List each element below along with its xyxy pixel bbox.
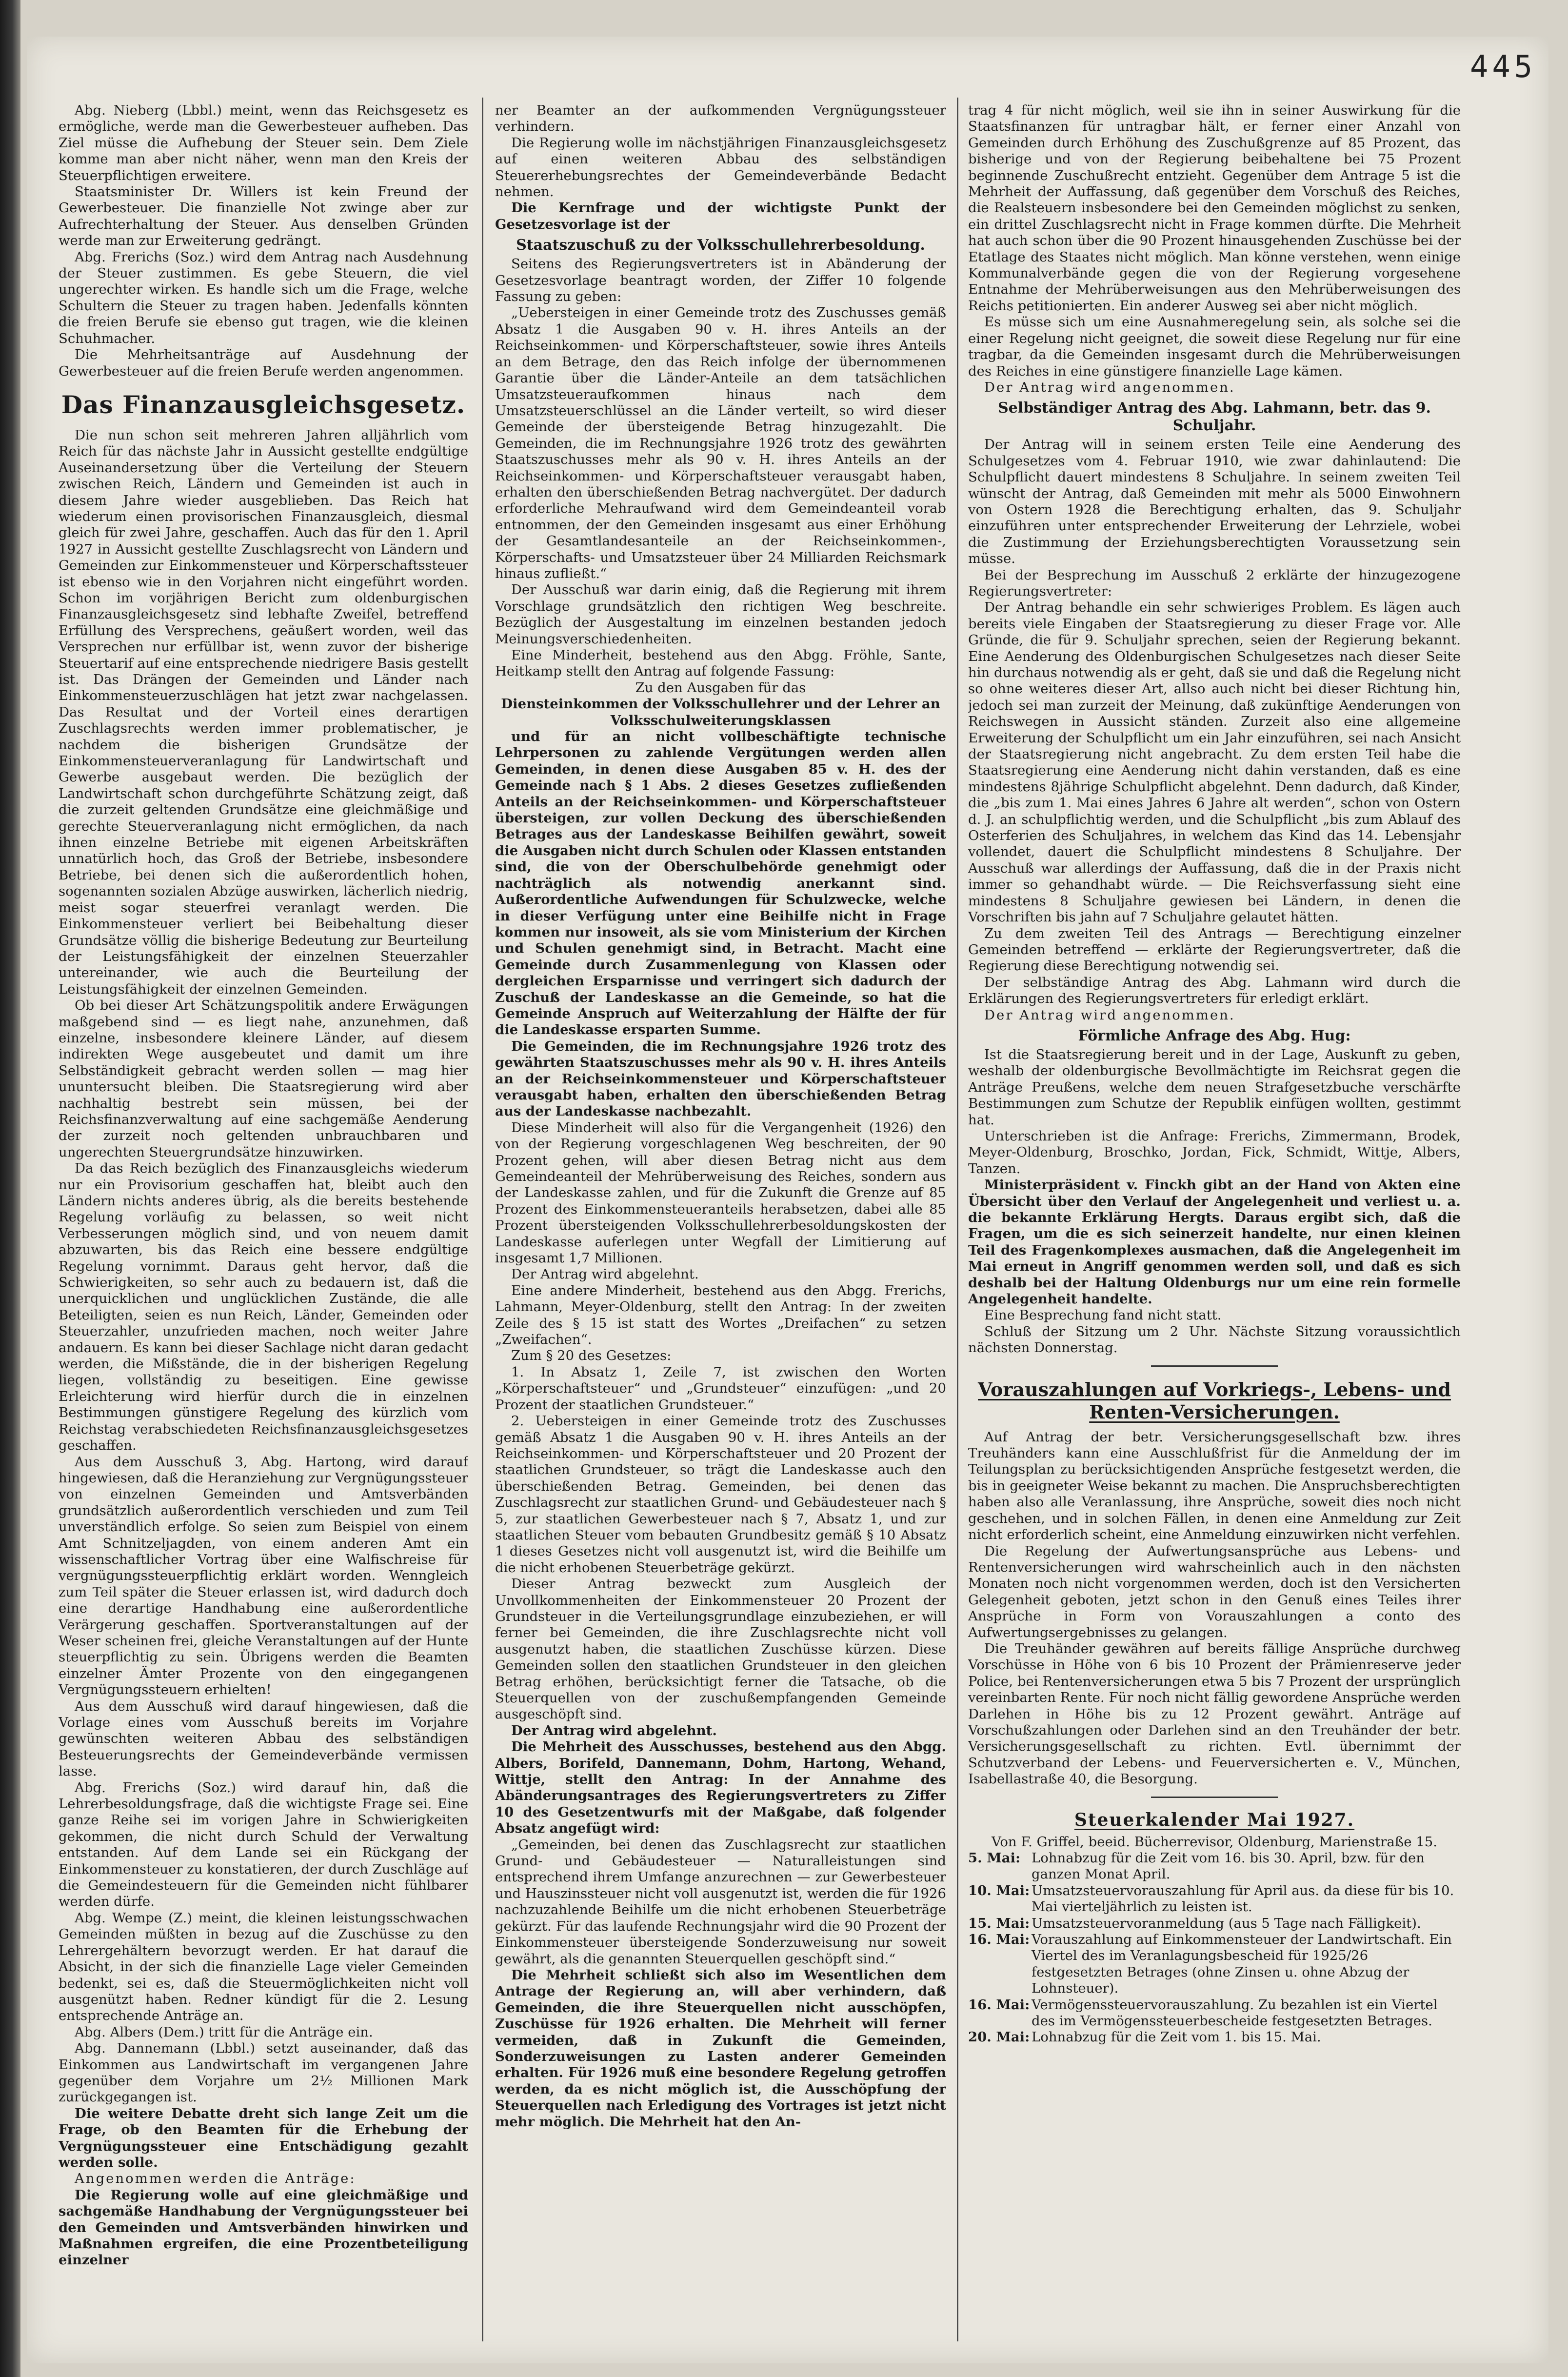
calendar-entry: [968, 2029, 1461, 2045]
paragraph: Der Antrag wird angenommen.: [984, 379, 1235, 395]
subheading-staatszuschuss: Staatszuschuß zu der Volksschullehrerbesoldung.: [516, 237, 925, 254]
paragraph: ner Beamter an der aufkommenden Vergnügungssteuer verhindern.: [495, 102, 946, 135]
calendar-entry: [968, 1883, 1461, 1916]
paragraph: 2. Uebersteigen in einer Gemeinde trotz des Zuschusses gemäß Absatz 1 die Ausgaben 90 v. H. ihres Anteils an der Reichseinkommen- und Körperschaftsteuer und 20 Prozent der staatlichen Grundsteuer, so trägt die Landeskasse auch den überschießenden Betrag. Gemeinden, bei denen das Zuschlagsrecht zur staatlichen Grund- und Gebäudesteuer nach § 5, zur staatlichen Gewerbesteuer nach § 7, Absatz 1, und zur staatlichen Steuer vom bebauten Grundbesitz gemäß § 10 Absatz 1 dieses Gesetzes nicht voll ausgenutzt ist, wird die Beihilfe um die nicht erhobenen Steuerbeträge gekürzt.: [495, 1413, 946, 1576]
calendar-byline: Von F. Griffel, beeid. Bücherrevisor, Oldenburg, Marienstraße 15.: [992, 1834, 1437, 1850]
paragraph: Abg. Wempe (Z.) meint, die kleinen leistungsschwachen Gemeinden müßten in bezug auf die Zuschüsse zu den Lehrergehältern bevorzugt werden. Er hat darauf die Absicht, in der sich die finanzielle Lage vieler Gemeinden bedenkt, sei es, daß die Steuermöglichkeiten nicht voll ausgenützt haben. Redner kündigt für die 2. Lesung entsprechende Anträge an.: [59, 1910, 468, 2024]
column-2: [495, 102, 946, 2337]
paragraph: Seitens des Regierungsvertreters ist in Abänderung der Gesetzesvorlage beantragt worden, der Ziffer 10 folgende Fassung zu geben:: [495, 256, 946, 305]
paragraph: Da das Reich bezüglich des Finanzausgleichs wiederum nur ein Provisorium geschaffen hat, bleibt auch den Ländern nichts anderes übrig, als die bereits bestehende Regelung vorläufig zu belassen, so weit nicht Verbesserungen möglich sind, und von neuem damit abzuwarten, bis das Reich eine bessere endgültige Regelung vornimmt. Daraus geht hervor, daß die Schwierigkeiten, so sehr auch zu bedauern ist, daß die unerquicklichen und unglücklichen Zustände, die alle Beteiligten, seien es nun Reich, Länder, Gemeinden oder Steuerzahler, unzufrieden machen, noch weiter Jahre andauern. Es kann bei dieser Sachlage nicht daran gedacht werden, die Mißstände, die in der bisherigen Regelung liegen, vollständig zu beseitigen. Eine gewisse Erleichterung wird hierfür durch die in einzelnen Bestimmungen günstigere Regelung des kürzlich vom Reichstag verabschiedeten Reichsfinanzausgleichsgesetzes geschaffen.: [59, 1160, 468, 1454]
paragraph: Diese Minderheit will also für die Vergangenheit (1926) den von der Regierung vorgeschlagenen Weg beschreiten, der 90 Prozent gehen, will aber diesen Betrag nicht aus dem Gemeindeanteil der Mehrüberweisung des Reiches, sondern aus der Landeskasse zahlen, und für die Zukunft die Grenze auf 85 Prozent des Einkommensteueranteils herabsetzen, dabei alle 85 Prozent übersteigenden Volksschullehrerbesoldungskosten der Landeskasse auferlegen unter Wegfall der Limitierung auf insgesamt 1,7 Millionen.: [495, 1119, 946, 1266]
paragraph: Die Mehrheit schließt sich also im Wesentlichen dem Antrage der Regierung an, will aber verhindern, daß Gemeinden, die ihre Steuerquellen nicht ausschöpfen, Zuschüsse für 1926 erhalten. Die Mehrheit will ferner vermeiden, daß in Zukunft die Gemeinden, Sonderzuweisungen zu Lasten anderer Gemeinden erhalten. Für 1926 muß eine besondere Regelung getroffen werden, da es nicht möglich ist, die Ausschöpfung der Steuerquellen nach Erledigung des Vortrages ist jetzt nicht mehr möglich. Die Mehrheit hat den An-: [495, 1967, 946, 2130]
paragraph: Ist die Staatsregierung bereit und in der Lage, Auskunft zu geben, weshalb der oldenburgische Bevollmächtigte im Reichsrat gegen die Anträge Preußens, welche dem neuen Strafgesetzbuche verschärfte Bestimmungen zum Schutze der Republik einfügen wollten, gestimmt hat.: [968, 1046, 1461, 1128]
calendar-text: Lohnabzug für die Zeit vom 16. bis 30. April, bzw. für den ganzen Monat April.: [1032, 1850, 1425, 1882]
paragraph: Diensteinkommen der Volksschullehrer und der Lehrer an Volksschulweiterungsklassen: [501, 696, 940, 728]
column-rule-1: [482, 98, 483, 2341]
tax-calendar: [968, 1850, 1461, 2046]
section-divider: [1151, 1365, 1278, 1367]
paragraph: „Gemeinden, bei denen das Zuschlagsrecht zur staatlichen Grund- und Gebäudesteuer — Naturalleistungen sind entsprechend ihrem Umfange anzurechnen — zur Gewerbesteuer und Hauszinssteuer nicht voll ausgenutzt ist, werden die für 1926 nachzuzahlende Beihilfe um die nicht erhobenen Steuerbeträge gekürzt. Für das laufende Rechnungsjahr wird die 90 Prozent der Einkommensteuer übersteigende Sonderzuweisung nur soweit gewährt, als die genannten Steuerquellen geschöpft sind.“: [495, 1837, 946, 1967]
paragraph: Die Mehrheitsanträge auf Ausdehnung der Gewerbesteuer auf die freien Berufe werden angenommen.: [59, 347, 468, 379]
paragraph: Der Antrag will in seinem ersten Teile eine Aenderung des Schulgesetzes vom 4. Februar 1910, wie zwar dahinlautend: Die Schulpflicht dauert mindestens 8 Schuljahre. In seinem zweiten Teil wünscht der Antrag, daß Gemeinden mit mehr als 5000 Einwohnern von Ostern 1928 die Berechtigung erhalten, das 9. Schuljahr einzuführen unter entsprechender Erweiterung der Lehrziele, wobei die Zustimmung der Erziehungsberechtigten Voraussetzung sein müsse.: [968, 437, 1461, 567]
paragraph: Angenommen werden die Anträge:: [75, 2171, 356, 2187]
paragraph: Zu dem zweiten Teil des Antrags — Berechtigung einzelner Gemeinden betreffend — erklärte der Regierungsvertreter, daß die Regierung diese Berechtigung notwendig sei.: [968, 925, 1461, 974]
calendar-text: Vermögenssteuervorauszahlung. Zu bezahlen ist ein Viertel des im Vermögenssteuerbescheide festgesetzten Betrages.: [1032, 1997, 1438, 2029]
column-rule-2: [957, 98, 958, 2341]
paragraph: Abg. Frerichs (Soz.) wird dem Antrag nach Ausdehnung der Steuer zustimmen. Es gebe Steuern, die viel ungerechter wirken. Es handle sich um die Frage, welche Schultern die Steuer zu tragen haben. Jedenfalls könnten die freien Berufe sie ebenso gut tragen, wie die kleinen Schuhmacher.: [59, 249, 468, 346]
paragraph: 1. In Absatz 1, Zeile 7, ist zwischen den Worten „Körperschaftsteuer“ und „Grundsteuer“ einzufügen: „und 20 Prozent der staatlichen Grundsteuer.“: [495, 1364, 946, 1413]
paragraph: Eine Minderheit, bestehend aus den Abgg. Fröhle, Sante, Heitkamp stellt den Antrag auf folgende Fassung:: [495, 647, 946, 679]
paragraph: trag 4 für nicht möglich, weil sie ihn in seiner Auswirkung für die Staatsfinanzen für untragbar hält, er ferner einer Anzahl von Gemeinden durch Erhöhung des Zuschußgrenze auf 85 Prozent, das bisherige und von der Regierung beibehaltene bei 75 Prozent beginnende Zuschußrecht entzieht. Gegenüber dem Antrage 5 ist die Mehrheit der Auffassung, daß gegenüber dem Vorschuß des Reiches, die Realsteuern insbesondere bei den Gemeinden möglichst zu senken, ein drittel Zuschlagsrecht nicht in Frage kommen dürfte. Die Mehrheit hat auch schon über die 90 Prozent hinausgehenden Zuschüsse bei der Etatlage des Staates nicht möglich. Man könne verstehen, wenn einige Kommunalverbände gegen die von der Regierung vorgesehene Entnahme der Mehrüberweisungen aus den Mehrüberweisungen des Reichs petitionierten. Ein anderer Ausweg sei aber nicht möglich.: [968, 102, 1461, 314]
paragraph: Dieser Antrag bezweckt zum Ausgleich der Unvollkommenheiten der Einkommensteuer 20 Prozent der Grundsteuer in die Verteilungsgrundlage einzubeziehen, er will ferner bei Gemeinden, die ihre Zuschlagsrechte nicht voll ausgenutzt haben, die staatlichen Zuschüsse kürzen. Diese Gemeinden sollen den staatlichen Grundsteuer in den gleichen Betrag erhöhen, berücksichtigt ferner die Tatsache, ob die Steuerquellen von der zuschußempfangenden Gemeinde ausgeschöpft sind.: [495, 1576, 946, 1722]
paragraph: Staatsminister Dr. Willers ist kein Freund der Gewerbesteuer. Die finanzielle Not zwinge aber zur Aufrechterhaltung der Steuer. Aus denselben Gründen werde man zur Erweiterung gedrängt.: [59, 184, 468, 249]
scan-edge: [0, 0, 20, 2377]
paragraph: Bei der Besprechung im Ausschuß 2 erklärte der hinzugezogene Regierungsvertreter:: [968, 567, 1461, 599]
calendar-entry: [968, 1932, 1461, 1997]
paragraph: Der Antrag wird angenommen.: [984, 1007, 1235, 1023]
paragraph: Der Antrag behandle ein sehr schwieriges Problem. Es lägen auch bereits viele Eingaben der Staatsregierung zu dieser Frage vor. Alle Gründe, die für 9. Schuljahr sprechen, seien der Regierung bekannt. Eine Aenderung des Oldenburgischen Schulgesetzes nach dieser Seite hin durchaus notwendig als er geht, daß sie und daß die Regelung nicht so ohne weiteres dieser Art, allso auch nicht bei dieser Richtung hin, jedoch sei man zurzeit der Meinung, daß zukünftige Aenderungen von Reichswegen in Aussicht ständen. Zurzeit also eine allgemeine Erweiterung der Schulpflicht um ein Jahr einzuführen, sei nach Ansicht der Staatsregierung nicht angebracht. Zu dem ersten Teil habe die Staatsregierung eine Aenderung nicht dahin verstanden, daß es eine mindestens 8jährige Schulpflicht abgelehnt. Denn dadurch, daß Kinder, die „bis zum 1. Mai eines Jahres 6 Jahre alt werden“, schon von Ostern d. J. an schulpflichtig werden, und die Schulpflicht „bis zum Ablauf des Osterferien des Schuljahres, in welchem das Kind das 14. Lebensjahr vollendet, dauert die Schulpflicht mindestens 8 Schuljahre. Der Ausschuß war allerdings der Auffassung, daß die in der Praxis nicht immer so gehandhabt würde. — Die Reichsverfassung sieht eine mindestens 8 Schuljahre gewiesen bei Ländern, in denen die Vorschriften bis jahn auf 7 Schuljahre gelautet hätten.: [968, 599, 1461, 925]
subheading-lahmann-antrag: Selbständiger Antrag des Abg. Lahmann, betr. das 9. Schuljahr.: [998, 399, 1431, 435]
calendar-date: 16. Mai:: [968, 1997, 1030, 2013]
column-1: [59, 102, 468, 2337]
paragraph: Schluß der Sitzung um 2 Uhr. Nächste Sitzung voraussichtlich nächsten Donnerstag.: [968, 1323, 1461, 1356]
paragraph: Zu den Ausgaben für das: [635, 679, 806, 696]
paragraph: Abg. Nieberg (Lbbl.) meint, wenn das Reichsgesetz es ermögliche, werde man die Gewerbesteuer aufheben. Das Ziel müsse die Aufhebung der Steuer sein. Dem Ziele komme man aber nicht näher, wenn man den Kreis der Steuerpflichtigen erweitere.: [59, 102, 468, 183]
paragraph: Der selbständige Antrag des Abg. Lahmann wird durch die Erklärungen des Regierungsvertreters für erledigt erklärt.: [968, 974, 1461, 1007]
paragraph: Die Mehrheit des Ausschusses, bestehend aus den Abgg. Albers, Borifeld, Dannemann, Dohm, Hartong, Wehand, Wittje, stellt den Antrag: In der Annahme des Abänderungsantrages des Regierungsvertreters zu Ziffer 10 des Gesetzentwurfs mit der Maßgabe, daß folgender Absatz angefügt wird:: [495, 1739, 946, 1837]
paragraph: Die nun schon seit mehreren Jahren alljährlich vom Reich für das nächste Jahr in Aussicht gestellte endgültige Auseinandersetzung über die Verteilung der Steuern zwischen Reich, Ländern und Gemeinden ist auch in diesem Jahre wieder ausgeblieben. Das Reich hat wiederum einen provisorischen Finanzausgleich, diesmal gleich für zwei Jahre, geschaffen. Auch das für den 1. April 1927 in Aussicht gestellte Zuschlagsrecht von Ländern und Gemeinden zur Einkommensteuer und Körperschaftssteuer ist ebenso wie in den Vorjahren nicht eingeführt worden. Schon im vorjährigen Bericht zum oldenburgischen Finanzausgleichsgesetz sind lebhafte Zweifel, betreffend Erfüllung des Versprechens, geäußert worden, weil das Versprechen nur erfüllbar ist, wenn zuvor der bisherige Steuertarif auf eine entsprechende niedrigere Basis gestellt ist. Das Drängen der Gemeinden und Länder nach Einkommensteuerzuschlägen hat jetzt zwar nachgelassen. Das Resultat und der Vorteil eines derartigen Zuschlagsrechts werden immer problematischer, je nachdem die bisherigen Grundsätze der Einkommensteuerveranlagung für Landwirtschaft und Gewerbe ausgebaut werden. Die bezüglich der Landwirtschaft schon durchgeführte Schätzung zeigt, daß die zurzeit geltenden Grundsätze eine gleichmäßige und gerechte Steuerveranlagung nicht ermöglichen, da nach ihnen einzelne Betriebe mit eigenen Arbeitskräften unnatürlich hoch, das Groß der Betriebe, insbesondere Betriebe, bei denen sich die außerordentlich hohen, sogenannten sozialen Abzüge auswirken, lächerlich niedrig, meist sogar steuerfrei veranlagt werden. Die Einkommensteuer verliert bei Beibehaltung dieser Grundsätze völlig die bisherige Bedeutung zur Beurteilung der Leistungsfähigkeit der einzelnen Steuerzahler untereinander, wie auch die Beurteilung der Leistungsfähigkeit der einzelnen Gemeinden.: [59, 427, 468, 997]
paragraph: Es müsse sich um eine Ausnahmeregelung sein, als solche sei die einer Regelung nicht geeignet, die soweit diese Regelung nur für eine tragbar, da die Gemeinden insgesamt durch die Mehrüberweisungen des Reiches in eine günstigere finanzielle Lage kämen.: [968, 314, 1461, 379]
paragraph: Zum § 20 des Gesetzes:: [511, 1348, 672, 1364]
paragraph: „Uebersteigen in einer Gemeinde trotz des Zuschusses gemäß Absatz 1 die Ausgaben 90 v. H. ihres Anteils an der Reichseinkommen- und Körperschaftsteuer, sowie ihres Anteils an dem Betrage, den das Reich infolge der übernommenen Garantie über die Länder-Anteile an dem tatsächlichen Umsatzsteueraufkommen hinaus nach dem Umsatzsteuerschlüssel an die Länder verteilt, so wird dieser Gemeinde der übersteigende Betrag hinzugezahlt. Die Gemeinden, die im Rechnungsjahre 1926 trotz des gewährten Staatszuschusses mehr als 90 v. H. ihres Anteils an der Reichseinkommen- und Körperschaftsteuer verausgabt haben, erhalten den überschießenden Betrag nachvergütet. Der dadurch erforderliche Mehraufwand wird dem Gemeindeanteil vorab entnommen, der den Gemeinden insgesamt aus einer Erhöhung der Gesamtlandesanteile an der Reichseinkommen-, Körperschafts- und Umsatzsteuer über 24 Milliarden Reichsmark hinaus zufließt.“: [495, 305, 946, 581]
paragraph: Die Regierung wolle auf eine gleichmäßige und sachgemäße Handhabung der Vergnügungssteuer bei den Gemeinden und Amtsverbänden hinwirken und Maßnahmen ergreifen, die eine Prozentbeteiligung einzelner: [59, 2187, 468, 2268]
paragraph: Der Antrag wird abgelehnt.: [511, 1722, 717, 1738]
paragraph: Die Treuhänder gewähren auf bereits fällige Ansprüche durchweg Vorschüsse in Höhe von 6 bis 10 Prozent der Prämienreserve jeder Police, bei Rentenversicherungen etwa 5 bis 7 Prozent der ursprünglich vereinbarten Rente. Für noch nicht fällig gewordene Ansprüche werden Darlehen in Höhe bis zu 12 Prozent gewährt. Anträge auf Vorschußzahlungen oder Darlehen sind an den Treuhänder der betr. Versicherungsgesellschaft zu richten. Evtl. übernimmt der Schutzverband der Lebens- und Feuerversicherten e. V., München, Isabellastraße 40, die Besorgung.: [968, 1640, 1461, 1787]
paragraph: Eine Besprechung fand nicht statt.: [984, 1307, 1222, 1323]
calendar-date: 16. Mai:: [968, 1932, 1030, 1948]
calendar-text: Umsatzsteuervorauszahlung für April aus. da diese für bis 10. Mai vierteljährlich zu leisten ist.: [1032, 1882, 1454, 1915]
paragraph: Ob bei dieser Art Schätzungspolitik andere Erwägungen maßgebend sind — es liegt nahe, anzunehmen, daß einzelne, insbesondere kleinere Länder, auf diesem indirekten Wege ausgebeutet und damit um ihre Selbständigkeit gebracht werden sollen — mag hier ununtersucht bleiben. Die Staatsregierung wird aber nachhaltig bestrebt sein müssen, bei der Reichsfinanzverwaltung auf eine sachgemäße Aenderung der zurzeit noch geltenden unbrauchbaren und ungerechten Steuergrundsätze hinzuwirken.: [59, 998, 468, 1160]
calendar-entry: [968, 1997, 1461, 2030]
paragraph: Der Ausschuß war darin einig, daß die Regierung mit ihrem Vorschlage grundsätzlich den richtigen Weg beschreite. Bezüglich der Ausgestaltung im einzelnen bestanden jedoch Meinungsverschiedenheiten.: [495, 582, 946, 647]
paragraph: Die Regelung der Aufwertungsansprüche aus Lebens- und Rentenversicherungen wird wahrscheinlich auch in den nächsten Monaten noch nicht vorgenommen werden, doch ist den Versicherten Gelegenheit geboten, jetzt schon in den Genuß eines Teiles ihrer Ansprüche in Form von Vorauszahlungen a conto des Aufwertungsergebnisses zu gelangen.: [968, 1543, 1461, 1640]
paragraph: Die Regierung wolle im nächstjährigen Finanzausgleichsgesetz auf einen weiteren Abbau des selbständigen Steuererhebungsrechtes der Gemeindeverbände Bedacht nehmen.: [495, 135, 946, 200]
section-heading-finanzausgleich: Das Finanzausgleichsgesetz.: [61, 390, 466, 419]
paragraph: Aus dem Ausschuß 3, Abg. Hartong, wird darauf hingewiesen, daß die Heranziehung zur Vergnügungssteuer von einzelnen Gemeinden und Amtsverbänden grundsätzlich außerordentlich verschieden und zum Teil unverständlich erfolge. So seien zum Beispiel von einem Amt Schnitzeljagden, von einem anderen Amt ein wissenschaftlicher Vortrag über eine Walfischreise für vergnügungssteuerpflichtig erklärt worden. Wenngleich zum Teil später die Steuer erlassen ist, wird dadurch doch eine derartige Handhabung eine außerordentliche Verärgerung geschaffen. Sportveranstaltungen auf der Weser scheinen frei, gleiche Veranstaltungen auf der Hunte steuerpflichtig zu sein. Übrigens werden die Beamten einzelner Ämter Prozente von den eingegangenen Vergnügungssteuern erhielten!: [59, 1454, 468, 1698]
paragraph: Aus dem Ausschuß wird darauf hingewiesen, daß die Vorlage eines vom Ausschuß bereits im Vorjahre gewünschten weiteren Abbau des selbständigen Besteuerungsrechts der Gemeindeverbände vermissen lasse.: [59, 1698, 468, 1779]
section-heading-steuerkalender: Steuerkalender Mai 1927.: [1074, 1809, 1355, 1830]
paragraph: Unterschrieben ist die Anfrage: Frerichs, Zimmermann, Brodek, Meyer-Oldenburg, Broschko, Jordan, Fick, Schmidt, Wittje, Albers, Tanzen.: [968, 1128, 1461, 1177]
calendar-text: Vorauszahlung auf Einkommensteuer der Landwirtschaft. Ein Viertel des im Veranlagungsbescheid für 1925/26 festgesetzten Betrages (ohne Zinsen u. ohne Abzug der Lohnsteuer).: [1032, 1932, 1452, 1997]
calendar-text: Lohnabzug für die Zeit vom 1. bis 15. Mai.: [1032, 2029, 1321, 2045]
paragraph: Die Gemeinden, die im Rechnungsjahre 1926 trotz des gewährten Staatszuschusses mehr als 90 v. H. ihres Anteils an der Reichseinkommensteuer und Körperschaftsteuer verausgabt haben, erhalten den überschießenden Betrag aus der Landeskasse nachbezahlt.: [495, 1038, 946, 1119]
section-heading-vorauszahlungen: Vorauszahlungen auf Vorkriegs-, Lebens- und Renten-Versicherungen.: [978, 1378, 1451, 1423]
paragraph: Abg. Dannemann (Lbbl.) setzt auseinander, daß das Einkommen aus Landwirtschaft im vergangenen Jahre gegenüber dem Vorjahre um 2½ Millionen Mark zurückgegangen ist.: [59, 2040, 468, 2105]
calendar-entry: [968, 1916, 1461, 1932]
column-3: [968, 102, 1461, 2337]
section-divider: [1151, 1797, 1278, 1798]
calendar-date: 10. Mai:: [968, 1882, 1030, 1898]
paragraph: Die weitere Debatte dreht sich lange Zeit um die Frage, ob den Beamten für die Erhebung der Vergnügungssteuer eine Entschädigung gezahlt werden solle.: [59, 2105, 468, 2170]
calendar-date: 5. Mai:: [968, 1850, 1021, 1866]
calendar-date: 20. Mai:: [968, 2029, 1030, 2045]
calendar-text: Umsatzsteuervoranmeldung (aus 5 Tage nach Fälligkeit).: [1032, 1915, 1421, 1931]
paragraph: und für an nicht vollbeschäftigte technische Lehrpersonen zu zahlende Vergütungen werden allen Gemeinden, in denen diese Ausgaben 85 v. H. des der Gemeinde nach § 1 Abs. 2 dieses Gesetzes zufließenden Anteils an der Reichseinkommen- und Körperschaftsteuer übersteigen, zur vollen Deckung des überschießenden Betrages aus der Landeskasse Beihilfen gewährt, soweit die Ausgaben nicht durch Schulen oder Klassen entstanden sind, die von der Oberschulbehörde genehmigt oder nachträglich als notwendig anerkannt sind. Außerordentliche Aufwendungen für Schulzwecke, welche in dieser Verfügung unter eine Beihilfe nicht in Frage kommen nur insoweit, als sie vom Ministerium der Kirchen und Schulen genehmigt sind, in Betracht. Macht eine Gemeinde durch Zusammenlegung von Klassen oder dergleichen Ersparnisse und verringert sich dadurch der Zuschuß der Landeskasse an die Gemeinde, so hat die Gemeinde Anspruch auf Weiterzahlung der Hälfte der für die Landeskasse ersparten Summe.: [495, 729, 946, 1038]
paragraph: Auf Antrag der betr. Versicherungsgesellschaft bzw. ihres Treuhänders kann eine Ausschlußfrist für die Anmeldung der im Teilungsplan zu berücksichtigenden Ansprüche festgesetzt werden, die bis in geeigneter Weise bekannt zu machen. Die Anspruchsberechtigten haben also alle Veranlassung, ihre Ansprüche, soweit dies noch nicht geschehen, und in solchen Fällen, in denen eine Anmeldung zur Zeit nicht erforderlich scheint, eine Anmeldung einzuwirken nicht verfehlen.: [968, 1429, 1461, 1543]
paragraph: Der Antrag wird abgelehnt.: [511, 1266, 699, 1282]
calendar-entry: [968, 1850, 1461, 1883]
page-number: 445: [1470, 49, 1536, 84]
paragraph: Abg. Frerichs (Soz.) wird darauf hin, daß die Lehrerbesoldungsfrage, daß die wichtigste Frage sei. Eine ganze Reihe sei im vorigen Jahre in Schwierigkeiten gekommen, die nicht durch Schuld der Verwaltung entstanden. Auf dem Lande sei ein Rückgang der Einkommensteuer zu konstatieren, der durch Zuschläge auf die Gemeindesteuern für die Gemeinden nicht fühlbarer werden dürfe.: [59, 1779, 468, 1910]
subheading-anfrage-hug: Förmliche Anfrage des Abg. Hug:: [1078, 1027, 1351, 1044]
paragraph: Ministerpräsident v. Finckh gibt an der Hand von Akten eine Übersicht über den Verlauf der Angelegenheit und verliest u. a. die bekannte Erklärung Hergts. Daraus ergibt sich, daß die Fragen, um die es sich seinerzeit handelte, nur einen kleinen Teil des Fragenkomplexes ausmachen, daß die Angelegenheit im Mai erneut in Angriff genommen werden soll, und daß es sich deshalb bei der Haltung Oldenburgs nur um eine rein formelle Angelegenheit handelte.: [968, 1177, 1461, 1307]
calendar-date: 15. Mai:: [968, 1915, 1030, 1931]
paragraph: Abg. Albers (Dem.) tritt für die Anträge ein.: [75, 2024, 373, 2040]
paragraph: Eine andere Minderheit, bestehend aus den Abgg. Frerichs, Lahmann, Meyer-Oldenburg, stellt den Antrag: In der zweiten Zeile des § 15 ist statt des Wortes „Dreifachen“ zu setzen „Zweifachen“.: [495, 1282, 946, 1348]
paragraph: Die Kernfrage und der wichtigste Punkt der Gesetzesvorlage ist der: [495, 200, 946, 232]
